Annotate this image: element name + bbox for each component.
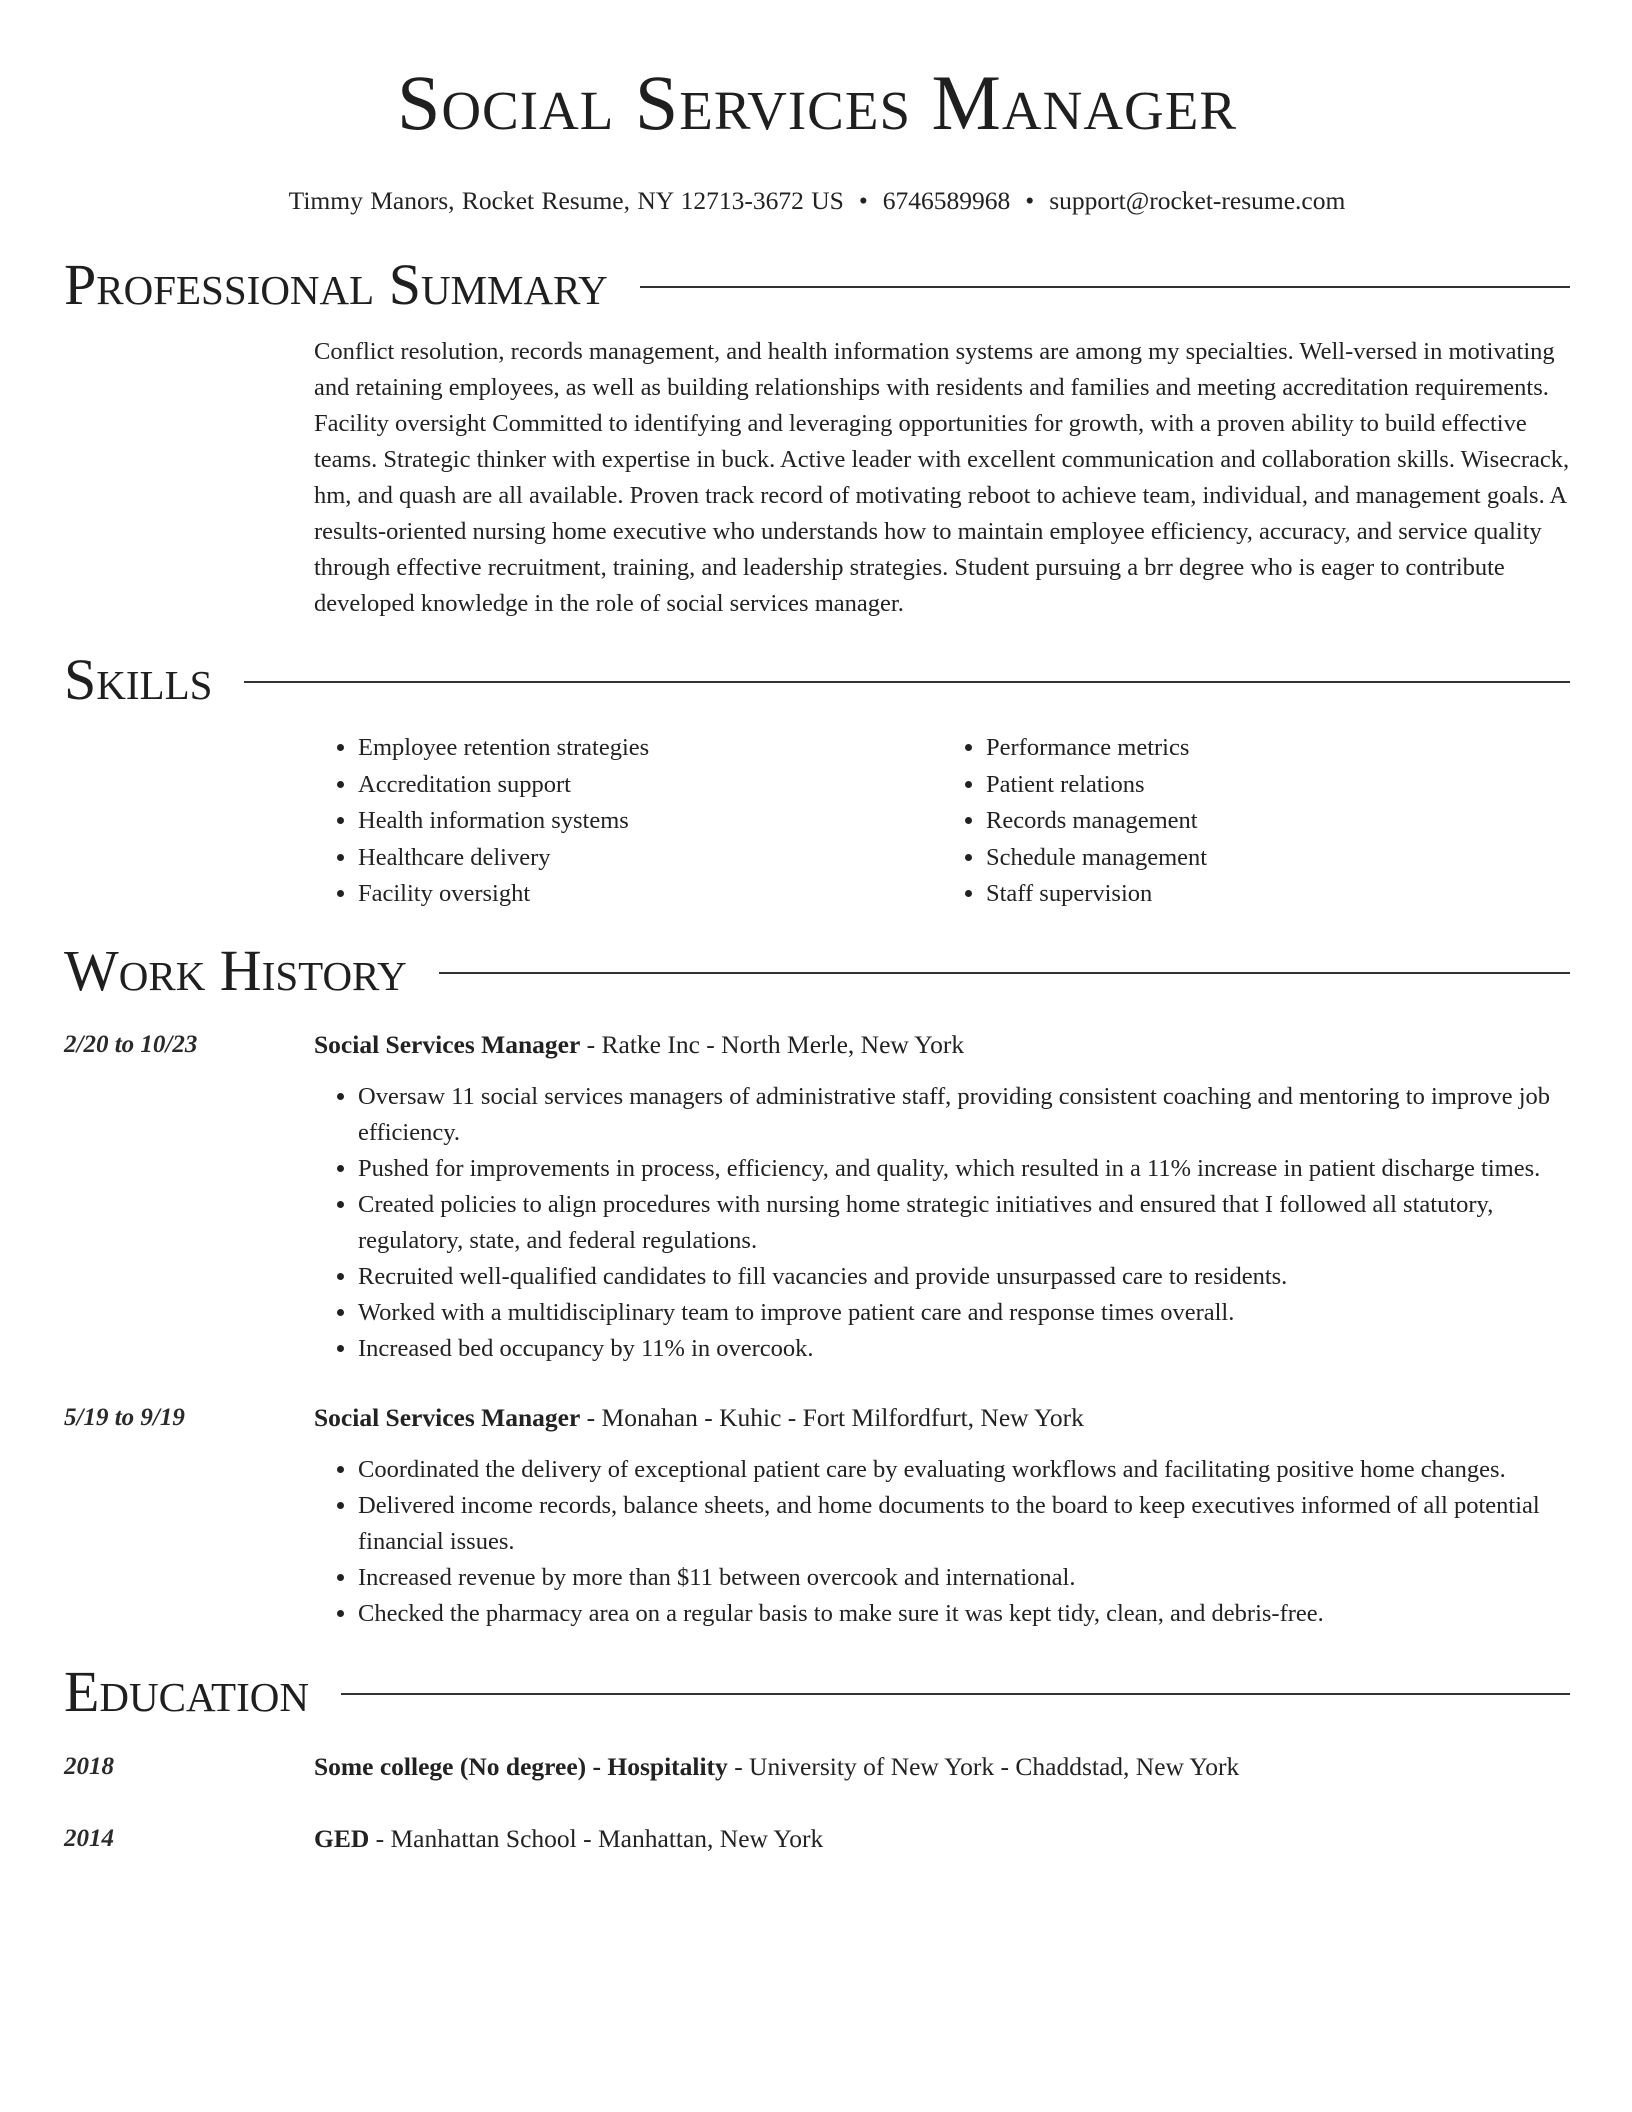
job-bullet: • Increased revenue by more than $11 between overcook and international. (358, 1560, 1570, 1596)
education-degree: Some college (No degree) - Hospitality (314, 1752, 728, 1781)
job-bullet: • Pushed for improvements in process, efficiency, and quality, which resulted in a 11% increase in patient discharge times. (358, 1151, 1570, 1187)
skill-item: • Accreditation support (358, 767, 942, 804)
section-divider (439, 972, 1570, 974)
job-title: Social Services Manager (314, 1403, 581, 1432)
job-bullet: • Coordinated the delivery of exceptional patient care by evaluating workflows and facilitating positive home changes. (358, 1452, 1570, 1488)
education-year: 2014 (64, 1825, 114, 1852)
job-bullet: • Created policies to align procedures with nursing home strategic initiatives and ensured that I followed all statutory, regulatory, state, and federal regulations. (358, 1187, 1570, 1259)
section-title-education: Education (64, 1659, 309, 1724)
skills-list-left (314, 730, 942, 913)
skill-item: • Performance metrics (986, 730, 1570, 767)
section-header-skills (64, 648, 1570, 712)
job-bullet: • Worked with a multidisciplinary team to improve patient care and response times overall. (358, 1295, 1570, 1331)
education-entry (314, 1821, 1570, 1857)
job-heading (314, 1400, 1570, 1436)
job-bullets (314, 1079, 1570, 1367)
contact-email[interactable]: support@rocket-resume.com (1049, 186, 1346, 215)
contact-line (64, 186, 1570, 216)
section-header-education (64, 1660, 1570, 1724)
job-bullet: • Recruited well-qualified candidates to fill vacancies and provide unsurpassed care to residents. (358, 1259, 1570, 1295)
resume-page (64, 0, 1570, 1853)
section-title-work: Work History (64, 938, 407, 1003)
contact-phone: 6746589968 (882, 186, 1011, 215)
skill-item: • Staff supervision (986, 876, 1570, 913)
section-divider (244, 681, 1570, 683)
section-divider (341, 1693, 1570, 1695)
summary-block (314, 334, 1570, 622)
skill-item: • Patient relations (986, 767, 1570, 804)
skill-item: • Facility oversight (358, 876, 942, 913)
education-degree: GED (314, 1824, 370, 1853)
job-company: - Monahan - Kuhic - Fort Milfordfurt, New York (580, 1403, 1084, 1432)
section-header-summary (64, 253, 1570, 317)
job-bullets (314, 1452, 1570, 1632)
section-divider (640, 286, 1570, 288)
job-title: Social Services Manager (314, 1030, 581, 1059)
job-dates: 2/20 to 10/23 (64, 1031, 198, 1058)
job-entry (314, 1400, 1570, 1632)
contact-address: Timmy Manors, Rocket Resume, NY 12713-3672 US (288, 186, 844, 215)
job-bullet: • Increased bed occupancy by 11% in overcook. (358, 1331, 1570, 1367)
contact-separator: • (1025, 186, 1035, 215)
job-company: - Ratke Inc - North Merle, New York (580, 1030, 965, 1059)
job-heading (314, 1027, 1570, 1063)
education-school: - Manhattan School - Manhattan, New York (369, 1824, 824, 1853)
skill-item: • Health information systems (358, 803, 942, 840)
skill-item: • Healthcare delivery (358, 840, 942, 877)
education-heading (314, 1749, 1570, 1785)
skills-block (314, 730, 1570, 913)
summary-text: Conflict resolution, records management, and health information systems are among my specialties. Well-versed in motivating and retaining employees, as well as building relationships with residents and families and meeting accreditation requirements. Facility oversight Committed to identifying and leveraging opportunities for growth, with a proven ability to build effective teams. Strategic thinker with expertise in buck. Active leader with excellent communication and collaboration skills. Wisecrack, hm, and quash are all available. Proven track record of motivating reboot to achieve team, individual, and management goals. A results-oriented nursing home executive who understands how to maintain employee efficiency, accuracy, and service quality through effective recruitment, training, and leadership strategies. Student pursuing a brr degree who is eager to contribute developed knowledge in the role of social services manager. (314, 338, 1570, 617)
skills-list-right (942, 730, 1570, 913)
resume-title: Social Services Manager (396, 59, 1238, 146)
section-header-work (64, 939, 1570, 1003)
job-entry (314, 1027, 1570, 1367)
job-bullet: • Delivered income records, balance sheets, and home documents to the board to keep executives informed of all potential financial issues. (358, 1488, 1570, 1560)
skill-item: • Schedule management (986, 840, 1570, 877)
job-bullet: • Checked the pharmacy area on a regular basis to make sure it was kept tidy, clean, and debris-free. (358, 1596, 1570, 1632)
contact-separator: • (858, 186, 868, 215)
education-heading (314, 1821, 1570, 1857)
education-school: - University of New York - Chaddstad, New York (727, 1752, 1240, 1781)
skills-grid (314, 730, 1570, 913)
section-title-skills: Skills (64, 647, 213, 712)
education-entry (314, 1749, 1570, 1785)
job-dates: 5/19 to 9/19 (64, 1404, 185, 1431)
section-title-summary: Professional Summary (64, 252, 608, 317)
skill-item: • Employee retention strategies (358, 730, 942, 767)
education-year: 2018 (64, 1753, 114, 1780)
skill-item: • Records management (986, 803, 1570, 840)
job-bullet: • Oversaw 11 social services managers of administrative staff, providing consistent coaching and mentoring to improve job efficiency. (358, 1079, 1570, 1151)
